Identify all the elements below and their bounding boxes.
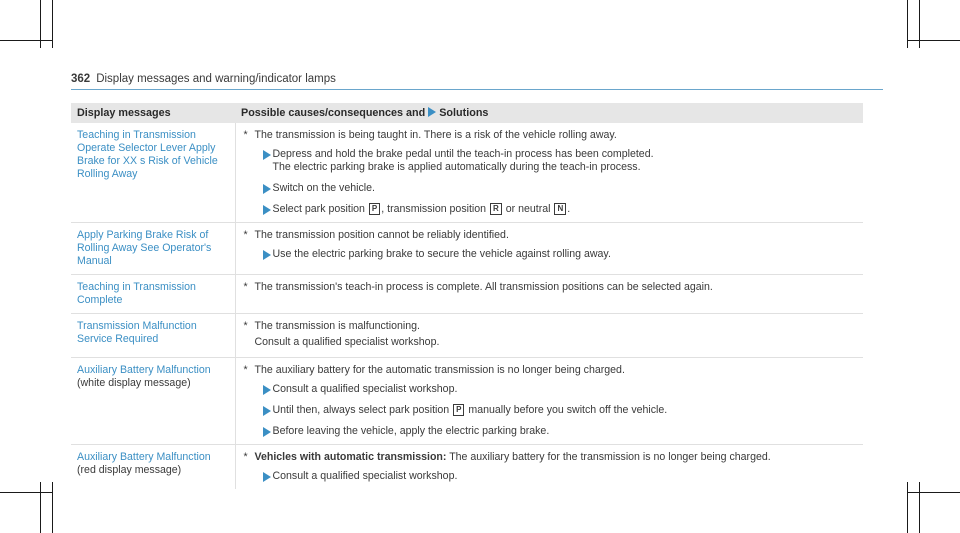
solution-cell: [235, 275, 863, 314]
gear-key-icon: P: [453, 404, 464, 416]
col-header-solutions-label: Solutions: [439, 107, 489, 119]
message-cell: Apply Parking Brake Risk of Rolling Away See Operator's Manual: [71, 223, 235, 275]
cause-text: * Vehicles with automatic transmission: The auxiliary battery for the transmission is no longer being charged.: [243, 451, 771, 463]
table-row: [71, 314, 863, 358]
arrow-icon: [263, 406, 271, 416]
col-header-solutions: [235, 103, 863, 123]
solution-cell: [235, 223, 863, 275]
table-row: [71, 358, 863, 445]
solution-cell: [235, 358, 863, 445]
page-title: Display messages and warning/indicator lamps: [96, 73, 336, 85]
crop-mark: [0, 40, 52, 41]
cause-text: * The transmission position cannot be reliably identified.: [243, 229, 509, 241]
solution-step: Before leaving the vehicle, apply the electric parking brake.: [242, 425, 858, 438]
solution-step: Switch on the vehicle.: [242, 182, 858, 195]
table-row: [71, 275, 863, 314]
message-note: (white display message): [77, 377, 191, 389]
solution-step: Select park position P , transmission position R or neutral N .: [242, 203, 858, 216]
arrow-icon: [428, 107, 436, 117]
message-cell: Teaching in Transmission Operate Selector Lever Apply Brake for XX s Risk of Vehicle Rolling Away: [71, 123, 235, 223]
gear-key-icon: P: [369, 203, 380, 215]
message-note: (red display message): [77, 464, 182, 476]
arrow-icon: [263, 184, 271, 194]
crop-mark: [0, 492, 52, 493]
crop-mark: [40, 482, 41, 533]
arrow-icon: [263, 205, 271, 215]
arrow-icon: [263, 250, 271, 260]
crop-mark: [907, 492, 960, 493]
gear-key-icon: N: [554, 203, 566, 215]
table-row: [71, 123, 863, 223]
messages-table: [71, 103, 863, 489]
cause-text: * The transmission's teach-in process is complete. All transmission positions can be selected again.: [243, 281, 713, 293]
solution-text: Consult a qualified specialist workshop.: [254, 336, 440, 348]
table-row: [71, 223, 863, 275]
col-header-messages: Display messages: [71, 103, 235, 123]
message-cell: Teaching in Transmission Complete: [71, 275, 235, 314]
solution-cell: [235, 314, 863, 358]
message-cell: Transmission Malfunction Service Required: [71, 314, 235, 358]
header-rule: [71, 89, 883, 90]
solution-step: Until then, always select park position P manually before you switch off the vehicle.: [242, 404, 858, 417]
message-cell: Auxiliary Battery Malfunction (red display message): [71, 445, 235, 490]
arrow-icon: [263, 472, 271, 482]
table-row: [71, 445, 863, 490]
crop-mark: [907, 482, 908, 533]
col-header-causes: Possible causes/consequences and: [241, 107, 426, 119]
crop-mark: [52, 0, 53, 48]
arrow-icon: [263, 150, 271, 160]
crop-mark: [919, 482, 920, 533]
crop-mark: [52, 482, 53, 533]
solution-step: Consult a qualified specialist workshop.: [242, 383, 858, 396]
solution-cell: [235, 445, 863, 490]
page-number: 362: [71, 73, 91, 85]
solution-step: Depress and hold the brake pedal until the teach-in process has been completed.: [242, 148, 858, 161]
cause-text: * The auxiliary battery for the automatic transmission is no longer being charged.: [243, 364, 625, 376]
page-header: [71, 73, 336, 85]
table-header-row: [71, 103, 863, 123]
solution-step-note: The electric parking brake is applied automatically during the teach-in process.: [272, 161, 641, 173]
solution-step: Use the electric parking brake to secure the vehicle against rolling away.: [242, 248, 858, 261]
cause-text: * The transmission is malfunctioning.: [243, 320, 420, 332]
cause-text: * The transmission is being taught in. There is a risk of the vehicle rolling away.: [243, 129, 617, 141]
arrow-icon: [263, 385, 271, 395]
message-cell: Auxiliary Battery Malfunction (white display message): [71, 358, 235, 445]
gear-key-icon: R: [490, 203, 502, 215]
crop-mark: [907, 40, 960, 41]
solution-step: Consult a qualified specialist workshop.: [242, 470, 858, 483]
arrow-icon: [263, 427, 271, 437]
solution-cell: [235, 123, 863, 223]
